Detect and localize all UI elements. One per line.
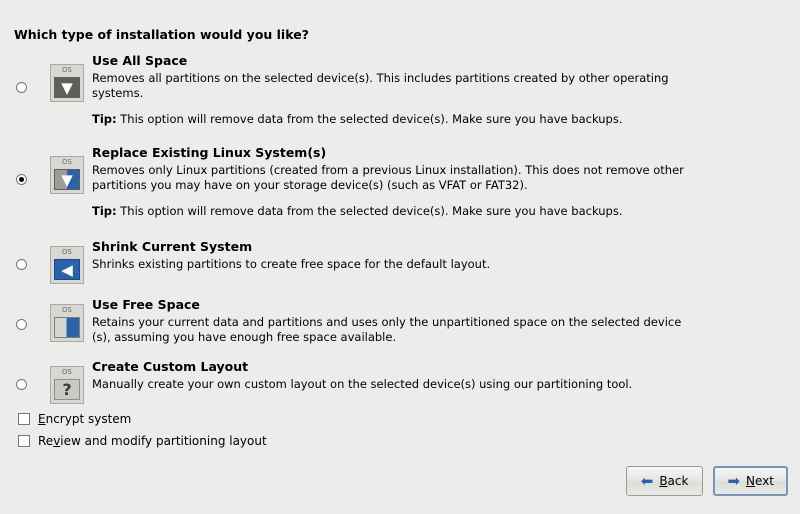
- label-mnemonic: v: [53, 434, 61, 448]
- dialog-buttons: [626, 466, 788, 496]
- disk-custom-layout-icon: [50, 366, 84, 404]
- option-shrink-current-system[interactable]: [0, 240, 800, 298]
- label-post: ext: [755, 474, 774, 488]
- text-cell-use-all-space: [92, 44, 800, 127]
- radio-use-free-space[interactable]: [16, 319, 27, 330]
- question-mark-glyph: ?: [62, 380, 72, 399]
- checkbox-label-encrypt-system: [38, 412, 131, 426]
- checkbox-row-review-modify[interactable]: [18, 430, 267, 452]
- disk-all-space-icon: [50, 64, 84, 102]
- option-tip-text: This option will remove data from the selected device(s). Make sure you have backups.: [116, 112, 623, 127]
- next-button[interactable]: [713, 466, 788, 496]
- radio-cell-use-free-space[interactable]: [0, 298, 42, 330]
- checkbox-review-modify-partitioning[interactable]: [18, 435, 30, 447]
- radio-cell-create-custom-layout[interactable]: [0, 360, 42, 390]
- option-description: Removes only Linux partitions (created from a previous Linux installation). This does not remove other partitions you may have on your storage device(s) (such as VFAT or FAT32).: [92, 162, 684, 192]
- next-button-label: [746, 474, 774, 488]
- option-description: Manually create your own custom layout on the selected device(s) using our partitioning tool.: [92, 376, 633, 391]
- trash-glyph: ▼: [61, 78, 73, 97]
- disk-plate: [54, 317, 80, 338]
- arrow-right-icon: ➡: [727, 471, 741, 490]
- text-cell-replace-existing-linux: [92, 144, 800, 219]
- disk-icon-os-label: OS: [62, 158, 72, 166]
- label-post: ack: [667, 474, 689, 488]
- radio-replace-existing-linux[interactable]: [16, 174, 27, 185]
- text-cell-use-free-space: [92, 298, 800, 345]
- disk-icon-os-label: OS: [62, 248, 72, 256]
- radio-cell-use-all-space[interactable]: [0, 44, 42, 93]
- text-cell-shrink-current-system: [92, 240, 800, 272]
- disk-icon-os-label: OS: [62, 306, 72, 314]
- page-title: Which type of installation would you like?: [14, 27, 309, 42]
- checkbox-label-review-modify: [38, 434, 267, 448]
- back-button-label: [659, 474, 688, 488]
- option-tip-label: Tip:: [92, 112, 117, 127]
- icon-cell-use-free-space: [42, 298, 92, 342]
- disk-replace-linux-icon: [50, 156, 84, 194]
- label-mnemonic: N: [746, 474, 756, 488]
- option-tip: [92, 204, 690, 219]
- checkbox-row-encrypt-system[interactable]: [18, 408, 267, 430]
- option-replace-existing-linux[interactable]: [0, 144, 800, 240]
- option-use-all-space[interactable]: [0, 44, 800, 144]
- text-cell-create-custom-layout: [92, 360, 800, 392]
- icon-cell-create-custom-layout: [42, 360, 92, 404]
- radio-shrink-current-system[interactable]: [16, 259, 27, 270]
- label-post: iew and modify partitioning layout: [60, 434, 267, 448]
- disk-icon-os-label: OS: [62, 368, 72, 376]
- disk-free-space-icon: [50, 304, 84, 342]
- radio-cell-replace-existing-linux[interactable]: [0, 144, 42, 185]
- icon-cell-shrink-current-system: [42, 240, 92, 284]
- option-description: Retains your current data and partitions and uses only the unpartitioned space on the selected device (s), assuming you have enough free space available.: [92, 314, 682, 344]
- option-description: Shrinks existing partitions to create free space for the default layout.: [92, 256, 491, 271]
- option-title: Use Free Space: [92, 297, 200, 312]
- label-mnemonic: B: [659, 474, 668, 488]
- disk-icon-os-label: OS: [62, 66, 72, 74]
- checkbox-encrypt-system[interactable]: [18, 413, 30, 425]
- radio-create-custom-layout[interactable]: [16, 379, 27, 390]
- option-title: Use All Space: [92, 53, 188, 68]
- option-title: Replace Existing Linux System(s): [92, 145, 327, 160]
- option-tip-label: Tip:: [92, 204, 117, 219]
- option-use-free-space[interactable]: [0, 298, 800, 360]
- icon-cell-use-all-space: [42, 44, 92, 102]
- option-title: Shrink Current System: [92, 239, 253, 254]
- down-arrow-glyph: ▼: [61, 170, 73, 189]
- label-mnemonic: E: [38, 412, 46, 426]
- option-description: Removes all partitions on the selected device(s). This includes partitions created by other operating systems.: [92, 70, 669, 100]
- label-post: ncrypt system: [45, 412, 132, 426]
- left-arrow-glyph: ◀: [61, 260, 73, 279]
- arrow-left-icon: ⬅: [640, 471, 654, 490]
- radio-use-all-space[interactable]: [16, 82, 27, 93]
- disk-shrink-icon: [50, 246, 84, 284]
- icon-cell-replace-existing-linux: [42, 144, 92, 194]
- label-pre: Re: [38, 434, 54, 448]
- back-button[interactable]: [626, 466, 704, 496]
- option-title: Create Custom Layout: [92, 359, 249, 374]
- installation-options-list: [0, 44, 800, 410]
- option-tip: [92, 112, 690, 127]
- options-checkbox-group: [18, 408, 267, 452]
- option-create-custom-layout[interactable]: [0, 360, 800, 410]
- radio-cell-shrink-current-system[interactable]: [0, 240, 42, 270]
- option-tip-text: This option will remove data from the selected device(s). Make sure you have backups.: [116, 204, 623, 219]
